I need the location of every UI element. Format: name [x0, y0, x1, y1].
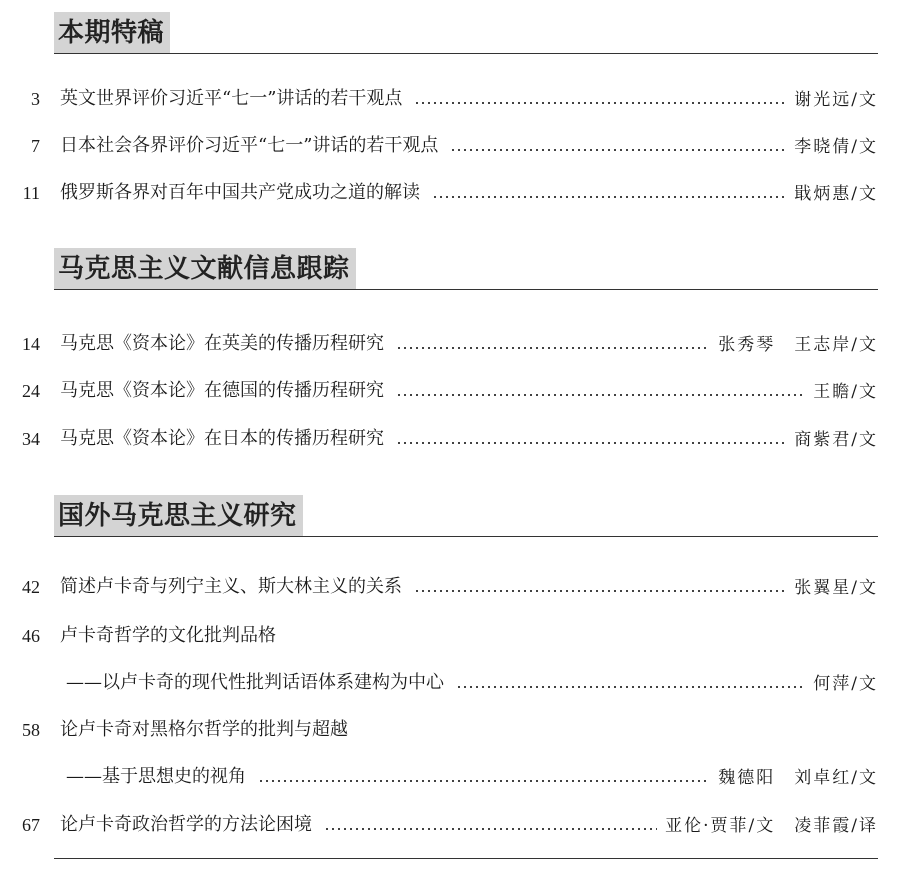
section-rule — [54, 53, 878, 54]
article-author: 何萍/文 — [813, 674, 878, 694]
article-subtitle: ——基于思想史的视角 — [66, 766, 246, 787]
toc-entry-subtitle[interactable] — [0, 758, 878, 788]
toc-entry[interactable] — [0, 80, 878, 110]
article-title: 马克思《资本论》在德国的传播历程研究 — [60, 380, 384, 401]
page-number: 7 — [31, 136, 40, 156]
dot-leader — [396, 442, 786, 444]
toc-entry-subtitle[interactable] — [0, 664, 878, 694]
toc-entry[interactable] — [0, 127, 878, 157]
bottom-rule — [54, 858, 878, 859]
dot-leader — [396, 394, 805, 396]
page-number: 14 — [22, 334, 40, 354]
section-header-special — [0, 0, 900, 60]
dot-leader — [414, 102, 786, 104]
dot-leader — [456, 686, 805, 688]
toc-entry[interactable] — [0, 806, 878, 836]
dot-leader — [450, 149, 786, 151]
page-number: 34 — [22, 429, 40, 449]
article-title: 简述卢卡奇与列宁主义、斯大林主义的关系 — [60, 576, 402, 597]
article-title: 卢卡奇哲学的文化批判品格 — [60, 625, 276, 646]
article-author: 谢光远/文 — [794, 90, 878, 110]
dot-leader — [258, 780, 710, 782]
toc-entry[interactable] — [0, 617, 878, 647]
article-author: 亚伦·贾菲/文 凌菲霞/译 — [665, 816, 878, 836]
toc-entry[interactable] — [0, 568, 878, 598]
page-number: 67 — [22, 815, 40, 835]
page-number: 11 — [22, 183, 40, 203]
article-author: 张翼星/文 — [794, 578, 878, 598]
page-number: 42 — [22, 577, 40, 597]
article-title: 马克思《资本论》在英美的传播历程研究 — [60, 333, 384, 354]
page-number: 24 — [22, 381, 40, 401]
section-rule — [54, 536, 878, 537]
article-title: 论卢卡奇政治哲学的方法论困境 — [60, 814, 312, 835]
toc-entry[interactable] — [0, 372, 878, 402]
dot-leader — [414, 590, 786, 592]
toc-entry[interactable] — [0, 325, 878, 355]
toc-entry[interactable] — [0, 174, 878, 204]
page-number: 58 — [22, 720, 40, 740]
toc-entry[interactable] — [0, 420, 878, 450]
dot-leader — [396, 347, 710, 349]
article-author: 李晓倩/文 — [794, 137, 878, 157]
page-number: 3 — [31, 89, 40, 109]
article-author: 张秀琴 王志岸/文 — [718, 335, 878, 355]
article-author: 戢炳惠/文 — [794, 184, 878, 204]
dot-leader — [432, 196, 786, 198]
article-subtitle: ——以卢卡奇的现代性批判话语体系建构为中心 — [66, 672, 444, 693]
section-title: 马克思主义文献信息跟踪 — [54, 248, 356, 290]
article-title: 马克思《资本论》在日本的传播历程研究 — [60, 428, 384, 449]
article-title: 论卢卡奇对黑格尔哲学的批判与超越 — [60, 719, 348, 740]
article-author: 魏德阳 刘卓红/文 — [718, 768, 878, 788]
section-title: 国外马克思主义研究 — [54, 495, 303, 537]
article-title: 英文世界评价习近平“七一”讲话的若干观点 — [60, 88, 403, 109]
section-header-marxism-literature — [0, 236, 900, 296]
article-title: 日本社会各界评价习近平“七一”讲话的若干观点 — [60, 135, 439, 156]
article-title: 俄罗斯各界对百年中国共产党成功之道的解读 — [60, 182, 420, 203]
section-header-foreign-marxism — [0, 483, 900, 543]
dot-leader — [324, 828, 657, 830]
article-author: 商紫君/文 — [794, 430, 878, 450]
toc-entry[interactable] — [0, 711, 878, 741]
section-title: 本期特稿 — [54, 12, 170, 54]
page-number: 46 — [22, 626, 40, 646]
section-rule — [54, 289, 878, 290]
article-author: 王瞻/文 — [813, 382, 878, 402]
